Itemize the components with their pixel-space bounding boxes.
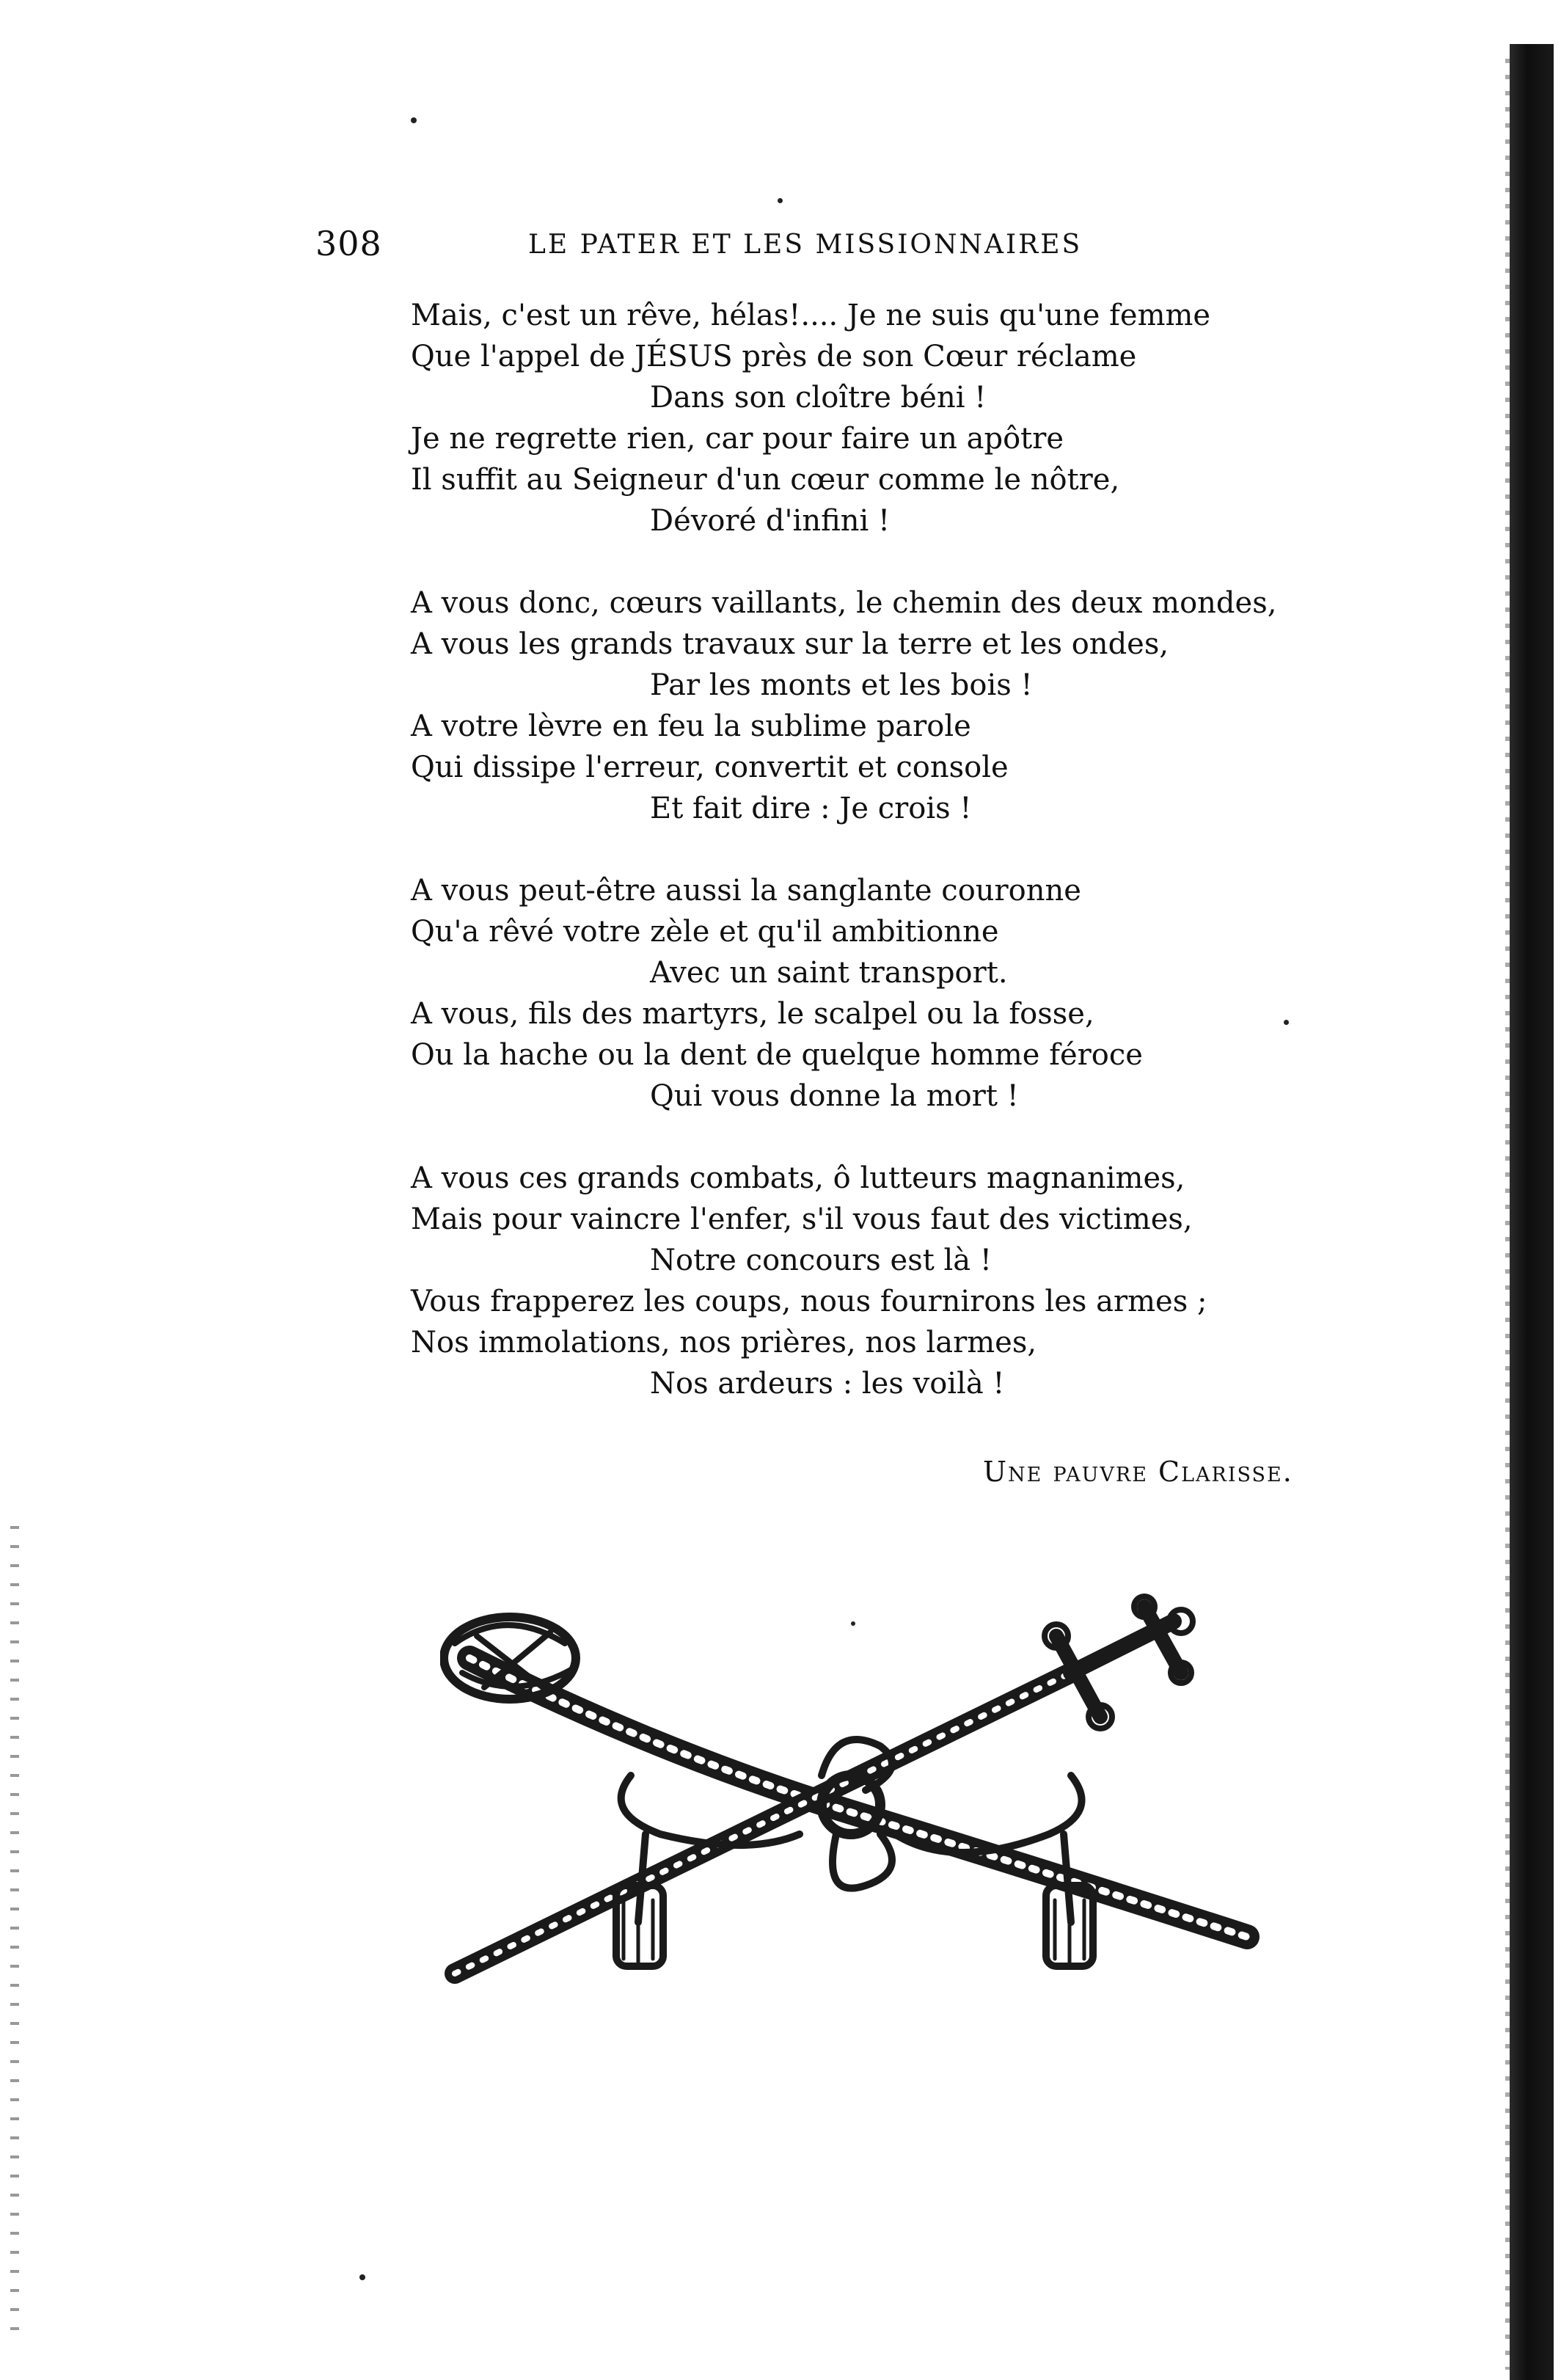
running-head [315,222,1357,266]
poem-line: A vous donc, cœurs vaillants, le chemin des deux mondes, [411,586,1277,620]
page-number: 308 [315,224,382,263]
poem-line: Qui dissipe l'erreur, convertit et console [411,751,1009,784]
running-title: LE PATER ET LES MISSIONNAIRES [528,230,1083,260]
poem-line: Il suffit au Seigneur d'un cœur comme le nôtre, [411,463,1120,497]
poem-line: A votre lèvre en feu la sublime parole [411,709,971,743]
poem-line: Mais, c'est un rêve, hélas!.... Je ne suis qu'une femme [411,299,1211,332]
scan-speck [359,2274,365,2280]
poem-line: Ou la hache ou la dent de quelque homme féroce [411,1038,1143,1072]
poem-line-indented: Nos ardeurs : les voilà ! [650,1367,1005,1401]
poem-line-indented: Dévoré d'infini ! [650,504,891,538]
signature: Une pauvre Clarisse. [983,1456,1293,1488]
poem-line: Je ne regrette rien, car pour faire un apôtre [411,422,1064,456]
poem-line-indented: Avec un saint transport. [650,956,1008,990]
poem-line: Que l'appel de JÉSUS près de son Cœur réclame [411,340,1137,373]
poem-line-indented: Qui vous donne la mort ! [650,1079,1019,1113]
page-binding-shadow [1510,44,1554,2380]
poem-line-indented: Notre concours est là ! [650,1244,992,1277]
scan-speck [411,117,417,123]
crossed-palm-and-cross-ornament-icon [440,1592,1291,2003]
poem-line-indented: Par les monts et les bois ! [650,668,1033,702]
scan-speck [778,198,783,203]
stanza [411,1158,1364,1404]
margin-scan-noise [10,1526,19,2333]
poem-line: A vous ces grands combats, ô lutteurs magnanimes, [411,1161,1185,1195]
poem-line-indented: Et fait dire : Je crois ! [650,792,972,825]
poem-line: Nos immolations, nos prières, nos larmes, [411,1326,1037,1359]
poem-line: Mais pour vaincre l'enfer, s'il vous faut des victimes, [411,1202,1193,1236]
poem-line: A vous les grands travaux sur la terre et les ondes, [411,627,1169,661]
poem-line: Qu'a rêvé votre zèle et qu'il ambitionne [411,915,999,949]
poem-line: A vous peut-être aussi la sanglante couronne [411,874,1081,908]
binding-edge-noise [1505,59,1510,2370]
poem-line: Vous frapperez les coups, nous fournirons les armes ; [411,1285,1207,1318]
poem [411,295,1364,1445]
stanza [411,295,1364,541]
poem-line-indented: Dans son cloître béni ! [650,381,987,415]
stanza [411,870,1364,1117]
stanza [411,583,1364,829]
poem-line: A vous, fils des martyrs, le scalpel ou la fosse, [411,997,1094,1031]
